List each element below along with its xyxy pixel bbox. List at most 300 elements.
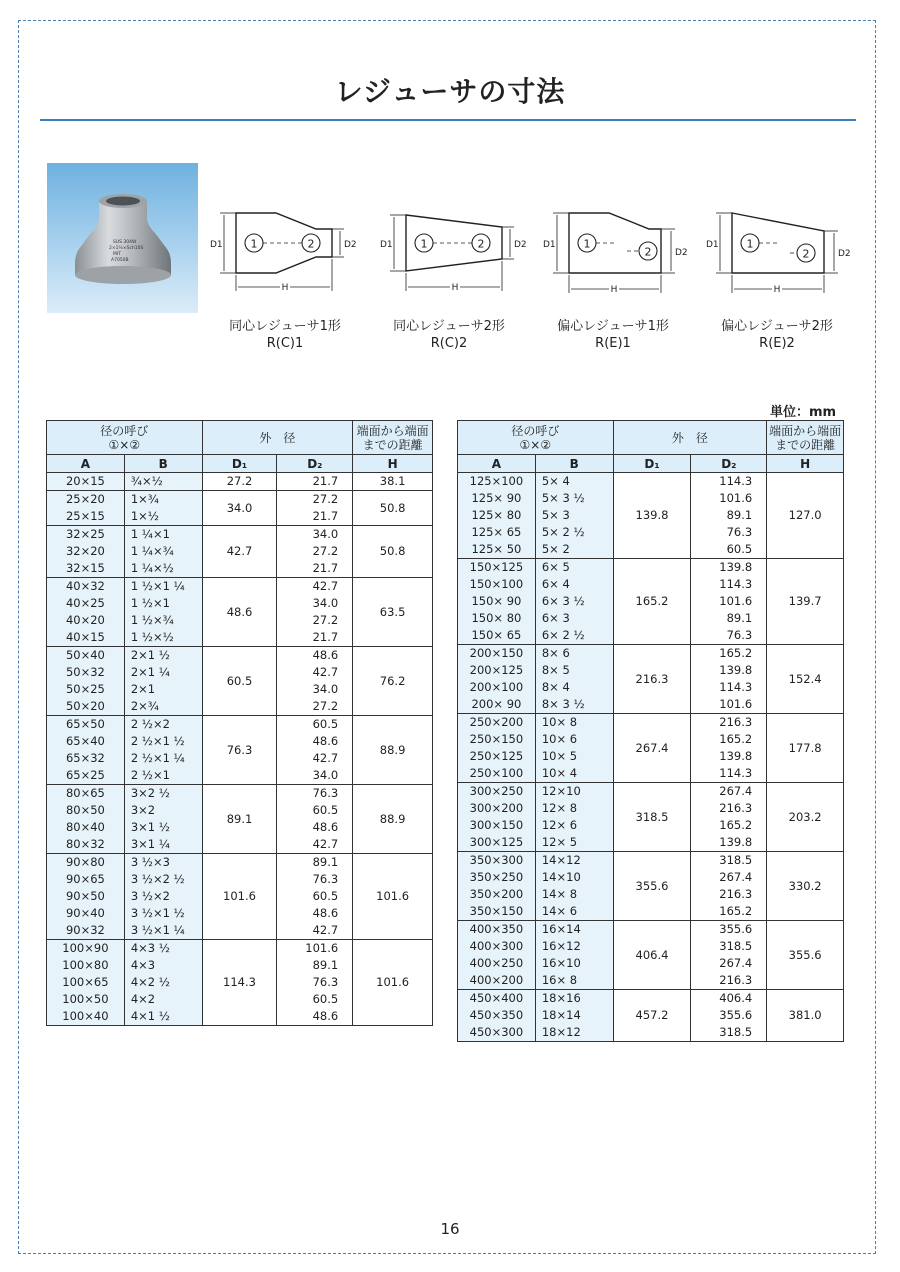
cell-a: 32×20 (47, 543, 125, 560)
cell-d2: 114.3 (691, 473, 767, 491)
cell-d2: 114.3 (691, 576, 767, 593)
table-row (47, 578, 433, 596)
cell-h: 88.9 (353, 785, 433, 854)
cell-a: 400×300 (458, 938, 536, 955)
photo-stamp-line-3: MIT (113, 252, 121, 257)
diagram-circle-2: 2 (307, 237, 315, 251)
cell-b: 3 ½×2 (124, 888, 202, 905)
cell-d1: 457.2 (613, 990, 691, 1042)
cell-d2: 42.7 (277, 750, 353, 767)
cell-d2: 48.6 (277, 1008, 353, 1026)
cell-a: 150×100 (458, 576, 536, 593)
cell-a: 150× 80 (458, 610, 536, 627)
cell-a: 150×125 (458, 559, 536, 577)
cell-d1: 267.4 (613, 714, 691, 783)
cell-b: 1×¾ (124, 491, 202, 509)
title-rule (40, 119, 856, 121)
cell-d2: 76.3 (691, 627, 767, 645)
product-photo (47, 163, 198, 313)
cell-a: 90×50 (47, 888, 125, 905)
cell-d1: 406.4 (613, 921, 691, 990)
cell-a: 125× 65 (458, 524, 536, 541)
cell-d2: 76.3 (277, 974, 353, 991)
header-nominal-sub: ①×② (108, 437, 141, 452)
cell-d1: 318.5 (613, 783, 691, 852)
cell-a: 125× 80 (458, 507, 536, 524)
cell-b: 3×1 ¼ (124, 836, 202, 854)
cell-a: 40×20 (47, 612, 125, 629)
cell-h: 101.6 (353, 940, 433, 1026)
cell-b: 1 ¼×¾ (124, 543, 202, 560)
cell-b: 16×14 (535, 921, 613, 939)
cell-a: 250×125 (458, 748, 536, 765)
cell-a: 100×50 (47, 991, 125, 1008)
cell-b: 8× 5 (535, 662, 613, 679)
cell-b: 18×16 (535, 990, 613, 1008)
cell-h: 139.7 (767, 559, 844, 645)
cell-a: 350×250 (458, 869, 536, 886)
table-row (47, 491, 433, 509)
cell-a: 80×32 (47, 836, 125, 854)
cell-d2: 27.2 (277, 698, 353, 716)
cell-d2: 89.1 (691, 507, 767, 524)
table-row (47, 473, 433, 491)
cell-b: 2×1 (124, 681, 202, 698)
cell-b: 6× 3 ½ (535, 593, 613, 610)
table-row (47, 854, 433, 872)
cell-d2: 34.0 (277, 526, 353, 544)
header-end-to-end: 端面から端面までの距離 (767, 421, 844, 455)
cell-a: 25×15 (47, 508, 125, 526)
cell-a: 80×40 (47, 819, 125, 836)
diagram-h-label: H (773, 285, 781, 295)
cell-b: 6× 4 (535, 576, 613, 593)
diagram-concentric-1 (210, 203, 360, 303)
cell-a: 125×100 (458, 473, 536, 491)
cell-a: 250×100 (458, 765, 536, 783)
cell-a: 450×400 (458, 990, 536, 1008)
cell-a: 100×65 (47, 974, 125, 991)
cell-d1: 89.1 (202, 785, 277, 854)
cell-b: 8× 3 ½ (535, 696, 613, 714)
cell-d2: 42.7 (277, 922, 353, 940)
diagram-code: R(E)2 (759, 336, 795, 351)
cell-d2: 139.8 (691, 559, 767, 577)
cell-d2: 216.3 (691, 886, 767, 903)
cell-a: 250×150 (458, 731, 536, 748)
cell-a: 350×200 (458, 886, 536, 903)
cell-d2: 76.3 (277, 785, 353, 803)
cell-d1: 114.3 (202, 940, 277, 1026)
cell-b: 14×12 (535, 852, 613, 870)
cell-a: 200× 90 (458, 696, 536, 714)
cell-b: 3×1 ½ (124, 819, 202, 836)
cell-d2: 21.7 (277, 473, 353, 491)
cell-b: 10× 5 (535, 748, 613, 765)
cell-b: 5× 3 (535, 507, 613, 524)
table-body-right (458, 473, 844, 1042)
cell-a: 40×32 (47, 578, 125, 596)
cell-b: 2 ½×1 ½ (124, 733, 202, 750)
cell-a: 150× 65 (458, 627, 536, 645)
cell-h: 381.0 (767, 990, 844, 1042)
diagram-caption-eccentric-1 (533, 318, 693, 352)
cell-d2: 27.2 (277, 491, 353, 509)
cell-d2: 60.5 (691, 541, 767, 559)
diagram-circle-1: 1 (420, 237, 428, 251)
header-a: A (47, 455, 125, 473)
cell-b: 16× 8 (535, 972, 613, 990)
cell-a: 125× 90 (458, 490, 536, 507)
table-row (458, 473, 844, 491)
cell-b: 12× 6 (535, 817, 613, 834)
cell-a: 50×20 (47, 698, 125, 716)
cell-a: 65×40 (47, 733, 125, 750)
cell-a: 200×150 (458, 645, 536, 663)
diagram-h-label: H (610, 285, 618, 295)
table-row (47, 526, 433, 544)
cell-d2: 114.3 (691, 765, 767, 783)
cell-a: 400×350 (458, 921, 536, 939)
header-d2: D₂ (691, 455, 767, 473)
cell-b: 4×2 (124, 991, 202, 1008)
cell-d2: 139.8 (691, 662, 767, 679)
cell-a: 40×25 (47, 595, 125, 612)
cell-d2: 89.1 (691, 610, 767, 627)
cell-h: 152.4 (767, 645, 844, 714)
cell-b: 1 ½×1 (124, 595, 202, 612)
cell-d2: 165.2 (691, 731, 767, 748)
diagram-concentric-2 (380, 203, 530, 303)
header-b: B (124, 455, 202, 473)
table-row (458, 852, 844, 870)
header-d1: D₁ (613, 455, 691, 473)
cell-d2: 42.7 (277, 664, 353, 681)
diagram-d2-label: D2 (675, 248, 688, 258)
cell-d2: 267.4 (691, 783, 767, 801)
cell-h: 203.2 (767, 783, 844, 852)
cell-a: 350×300 (458, 852, 536, 870)
header-nominal (47, 421, 203, 455)
cell-h: 50.8 (353, 491, 433, 526)
photo-stamp-line-4: A7050B (111, 258, 129, 263)
diagram-eccentric-2 (706, 203, 856, 303)
diagram-code: R(E)1 (595, 336, 631, 351)
cell-b: 5× 2 (535, 541, 613, 559)
cell-b: 4×3 ½ (124, 940, 202, 958)
cell-a: 90×80 (47, 854, 125, 872)
table-row (458, 921, 844, 939)
cell-d1: 216.3 (613, 645, 691, 714)
cell-d1: 60.5 (202, 647, 277, 716)
cell-d2: 60.5 (277, 716, 353, 734)
diagram-code: R(C)1 (266, 336, 304, 351)
diagram-caption-eccentric-2 (697, 318, 857, 352)
table-row (458, 645, 844, 663)
cell-b: 8× 4 (535, 679, 613, 696)
cell-a: 65×50 (47, 716, 125, 734)
table-row (458, 559, 844, 577)
cell-d2: 60.5 (277, 991, 353, 1008)
cell-a: 450×300 (458, 1024, 536, 1042)
header-nominal-sub: ①×② (519, 437, 552, 452)
diagram-circle-1: 1 (250, 237, 258, 251)
cell-b: 14×10 (535, 869, 613, 886)
cell-d2: 318.5 (691, 1024, 767, 1042)
cell-a: 150× 90 (458, 593, 536, 610)
cell-d2: 216.3 (691, 714, 767, 732)
table-row (458, 990, 844, 1008)
header-d2: D₂ (277, 455, 353, 473)
cell-b: 2 ½×1 (124, 767, 202, 785)
cell-d1: 34.0 (202, 491, 277, 526)
diagram-code: R(C)2 (430, 336, 468, 351)
cell-h: 50.8 (353, 526, 433, 578)
cell-b: 18×14 (535, 1007, 613, 1024)
cell-a: 400×200 (458, 972, 536, 990)
cell-b: ¾×½ (124, 473, 202, 491)
table-row (47, 940, 433, 958)
cell-b: 6× 5 (535, 559, 613, 577)
cell-b: 10× 8 (535, 714, 613, 732)
diagram-circle-1: 1 (583, 237, 591, 251)
cell-a: 25×20 (47, 491, 125, 509)
cell-b: 5× 4 (535, 473, 613, 491)
cell-d2: 34.0 (277, 767, 353, 785)
diagram-name: 偏心レジューサ1形 (557, 319, 669, 334)
diagram-d2-label: D2 (344, 240, 357, 250)
cell-a: 300×250 (458, 783, 536, 801)
cell-b: 2×¾ (124, 698, 202, 716)
dimension-table-left (46, 420, 433, 1026)
cell-d1: 139.8 (613, 473, 691, 559)
cell-a: 90×40 (47, 905, 125, 922)
cell-b: 14× 8 (535, 886, 613, 903)
diagram-circle-2: 2 (477, 237, 485, 251)
cell-b: 6× 2 ½ (535, 627, 613, 645)
cell-a: 125× 50 (458, 541, 536, 559)
cell-a: 50×32 (47, 664, 125, 681)
cell-d2: 60.5 (277, 888, 353, 905)
cell-d2: 27.2 (277, 612, 353, 629)
diagram-d2-label: D2 (838, 249, 851, 259)
cell-h: 76.2 (353, 647, 433, 716)
cell-d2: 101.6 (691, 490, 767, 507)
diagram-h-label: H (281, 283, 289, 293)
cell-b: 1 ½×½ (124, 629, 202, 647)
diagram-d1-label: D1 (706, 240, 719, 250)
diagram-circle-2: 2 (644, 245, 652, 259)
cell-b: 16×12 (535, 938, 613, 955)
cell-d2: 139.8 (691, 834, 767, 852)
cell-d2: 406.4 (691, 990, 767, 1008)
cell-b: 4×2 ½ (124, 974, 202, 991)
cell-b: 12× 8 (535, 800, 613, 817)
cell-d2: 48.6 (277, 647, 353, 665)
cell-a: 300×150 (458, 817, 536, 834)
cell-b: 1 ¼×1 (124, 526, 202, 544)
reducer-photo-graphic (47, 163, 198, 313)
cell-b: 4×1 ½ (124, 1008, 202, 1026)
cell-d1: 27.2 (202, 473, 277, 491)
cell-b: 6× 3 (535, 610, 613, 627)
cell-b: 2 ½×2 (124, 716, 202, 734)
cell-a: 100×80 (47, 957, 125, 974)
cell-d2: 165.2 (691, 903, 767, 921)
header-end-to-end: 端面から端面までの距離 (353, 421, 433, 455)
cell-a: 50×25 (47, 681, 125, 698)
cell-a: 450×350 (458, 1007, 536, 1024)
cell-d2: 21.7 (277, 508, 353, 526)
cell-d2: 101.6 (691, 696, 767, 714)
cell-a: 80×65 (47, 785, 125, 803)
cell-b: 12× 5 (535, 834, 613, 852)
header-b: B (535, 455, 613, 473)
cell-b: 4×3 (124, 957, 202, 974)
cell-d1: 42.7 (202, 526, 277, 578)
cell-h: 330.2 (767, 852, 844, 921)
header-outer-diameter: 外 径 (613, 421, 767, 455)
cell-a: 200×125 (458, 662, 536, 679)
cell-b: 2×1 ½ (124, 647, 202, 665)
table-body-left (47, 473, 433, 1026)
cell-d1: 165.2 (613, 559, 691, 645)
cell-b: 3×2 ½ (124, 785, 202, 803)
cell-a: 300×200 (458, 800, 536, 817)
cell-d1: 355.6 (613, 852, 691, 921)
cell-b: 10× 6 (535, 731, 613, 748)
cell-b: 18×12 (535, 1024, 613, 1042)
header-a: A (458, 455, 536, 473)
cell-a: 65×32 (47, 750, 125, 767)
diagram-name: 同心レジューサ2形 (393, 319, 505, 334)
cell-d2: 89.1 (277, 854, 353, 872)
cell-d2: 76.3 (691, 524, 767, 541)
cell-a: 40×15 (47, 629, 125, 647)
cell-a: 90×65 (47, 871, 125, 888)
cell-d2: 48.6 (277, 733, 353, 750)
cell-a: 200×100 (458, 679, 536, 696)
cell-a: 300×125 (458, 834, 536, 852)
cell-h: 355.6 (767, 921, 844, 990)
cell-a: 90×32 (47, 922, 125, 940)
cell-a: 32×25 (47, 526, 125, 544)
cell-a: 20×15 (47, 473, 125, 491)
cell-d2: 34.0 (277, 681, 353, 698)
cell-b: 2×1 ¼ (124, 664, 202, 681)
cell-d1: 76.3 (202, 716, 277, 785)
photo-stamp-line-1: SUS 304W (113, 240, 137, 245)
diagram-d1-label: D1 (380, 240, 393, 250)
cell-h: 63.5 (353, 578, 433, 647)
diagram-name: 同心レジューサ1形 (229, 319, 341, 334)
cell-b: 12×10 (535, 783, 613, 801)
table-row (47, 647, 433, 665)
header-h: H (353, 455, 433, 473)
cell-b: 3 ½×1 ½ (124, 905, 202, 922)
cell-d2: 355.6 (691, 1007, 767, 1024)
cell-b: 16×10 (535, 955, 613, 972)
cell-b: 3 ½×1 ¼ (124, 922, 202, 940)
cell-b: 3 ½×2 ½ (124, 871, 202, 888)
diagram-caption-concentric-1 (205, 318, 365, 352)
cell-d2: 216.3 (691, 800, 767, 817)
cell-h: 177.8 (767, 714, 844, 783)
cell-d2: 114.3 (691, 679, 767, 696)
cell-b: 3 ½×3 (124, 854, 202, 872)
cell-a: 350×150 (458, 903, 536, 921)
cell-b: 10× 4 (535, 765, 613, 783)
cell-a: 32×15 (47, 560, 125, 578)
cell-a: 100×90 (47, 940, 125, 958)
cell-b: 2 ½×1 ¼ (124, 750, 202, 767)
cell-b: 1 ½×1 ¼ (124, 578, 202, 596)
header-nominal (458, 421, 614, 455)
cell-d2: 89.1 (277, 957, 353, 974)
cell-d2: 42.7 (277, 578, 353, 596)
cell-b: 1 ½×¾ (124, 612, 202, 629)
diagram-circle-2: 2 (802, 247, 810, 261)
cell-b: 5× 2 ½ (535, 524, 613, 541)
cell-h: 127.0 (767, 473, 844, 559)
cell-d2: 267.4 (691, 869, 767, 886)
header-d1: D₁ (202, 455, 277, 473)
cell-d2: 139.8 (691, 748, 767, 765)
diagram-d2-label: D2 (514, 240, 527, 250)
cell-b: 3×2 (124, 802, 202, 819)
cell-d2: 48.6 (277, 819, 353, 836)
header-nominal-label: 径の呼び (100, 423, 149, 438)
cell-d1: 101.6 (202, 854, 277, 940)
cell-a: 80×50 (47, 802, 125, 819)
cell-d2: 355.6 (691, 921, 767, 939)
cell-d2: 34.0 (277, 595, 353, 612)
cell-d2: 318.5 (691, 852, 767, 870)
cell-d2: 21.7 (277, 560, 353, 578)
cell-b: 5× 3 ½ (535, 490, 613, 507)
cell-d2: 21.7 (277, 629, 353, 647)
unit-label: 単位：mm (770, 405, 837, 420)
diagram-d1-label: D1 (543, 240, 556, 250)
diagram-d1-label: D1 (210, 240, 223, 250)
cell-h: 88.9 (353, 716, 433, 785)
cell-d2: 101.6 (277, 940, 353, 958)
diagram-name: 偏心レジューサ2形 (721, 319, 833, 334)
cell-d1: 48.6 (202, 578, 277, 647)
table-row (458, 714, 844, 732)
dimension-table-right (457, 420, 844, 1042)
cell-d2: 318.5 (691, 938, 767, 955)
cell-d2: 76.3 (277, 871, 353, 888)
table-row (47, 785, 433, 803)
diagram-h-label: H (451, 283, 459, 293)
diagram-caption-concentric-2 (369, 318, 529, 352)
cell-d2: 27.2 (277, 543, 353, 560)
photo-stamp-line-2: 2×1½×Sch10S (109, 246, 144, 251)
cell-a: 50×40 (47, 647, 125, 665)
header-h: H (767, 455, 844, 473)
page-title: レジューサの寸法 (334, 75, 566, 108)
cell-a: 100×40 (47, 1008, 125, 1026)
cell-d2: 42.7 (277, 836, 353, 854)
cell-a: 400×250 (458, 955, 536, 972)
diagram-eccentric-1 (543, 203, 693, 303)
cell-h: 38.1 (353, 473, 433, 491)
cell-b: 8× 6 (535, 645, 613, 663)
cell-a: 65×25 (47, 767, 125, 785)
header-nominal-label: 径の呼び (511, 423, 560, 438)
cell-d2: 216.3 (691, 972, 767, 990)
